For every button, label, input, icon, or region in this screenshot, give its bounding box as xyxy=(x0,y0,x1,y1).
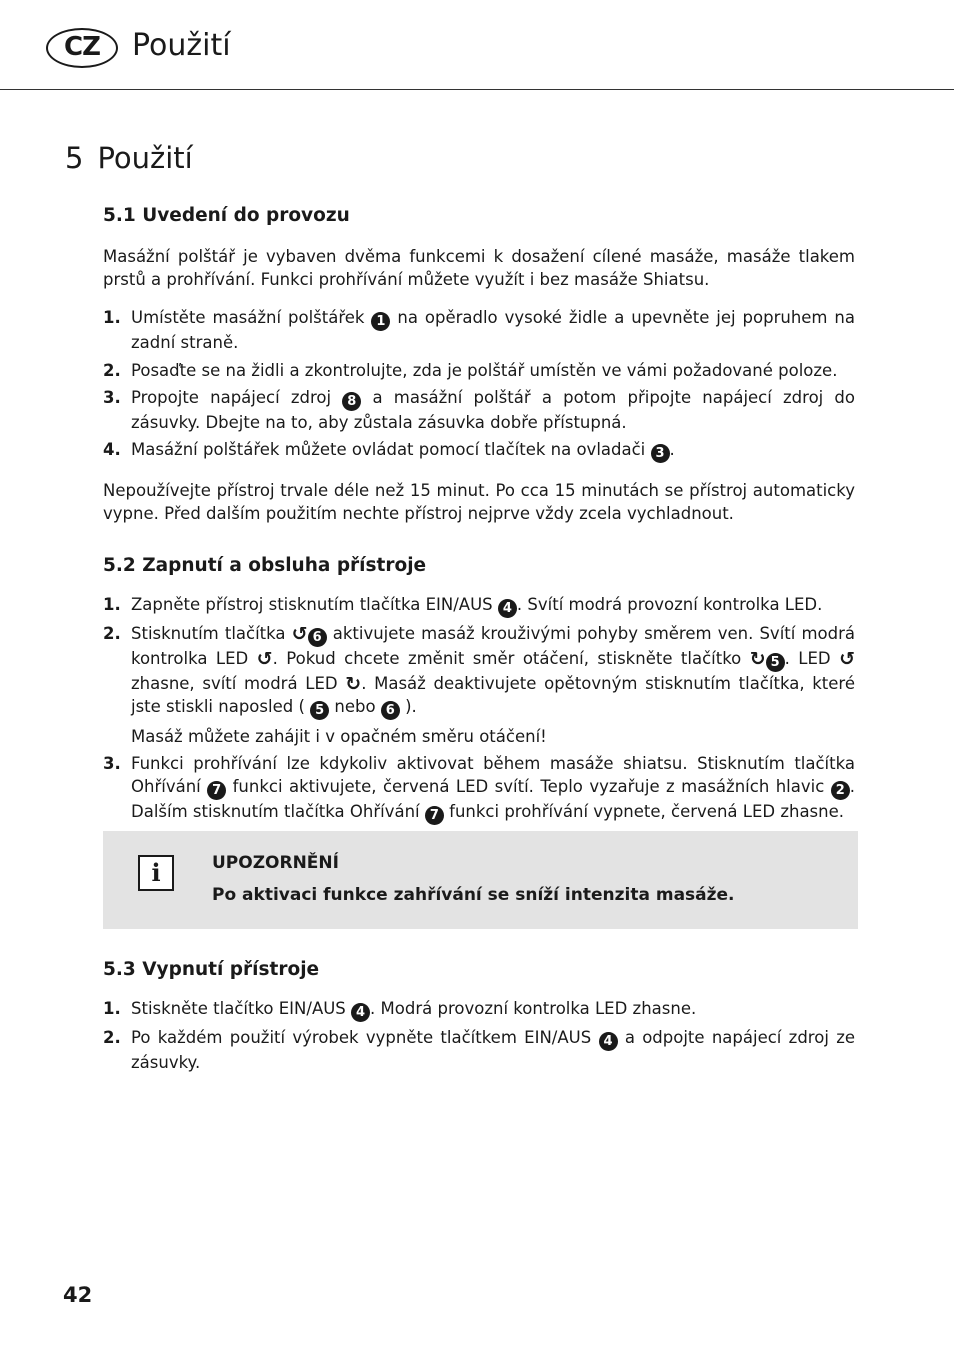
item-text: Masážní polštářek můžete ovládat pomocí tlačítek na ovladači xyxy=(131,440,646,459)
usage-note: Nepoužívejte přístroj trvale déle než 15 minut. Po cca 15 minutách se přístroj automaticky vypne. Před dalším použitím nechte přístroj nejprve vždy zcela vychladnout. xyxy=(103,481,855,523)
item-text: Propojte napájecí zdroj xyxy=(131,388,332,407)
page-number: 42 xyxy=(63,1283,93,1307)
reference-number-icon: 6 xyxy=(381,701,400,720)
item-text: na opěradlo vysoké židle a upevněte jej popruhem na zadní straně. xyxy=(131,308,855,352)
page-header xyxy=(0,0,954,90)
item-text: a masážní polštář a potom připojte napájecí zdroj do zásuvky. Dbejte na to, aby zůstala zásuvka dobře přístupná. xyxy=(131,388,855,432)
reference-number-icon: 4 xyxy=(351,1003,370,1022)
section-heading: 5.3 Vypnutí přístroje xyxy=(103,959,320,980)
rotate-counterclockwise-icon: ↺ xyxy=(839,648,855,670)
reference-number-icon: 3 xyxy=(651,444,670,463)
item-text: zhasne, svítí modrá LED xyxy=(131,674,338,693)
reference-number-icon: 1 xyxy=(371,312,390,331)
chapter-title xyxy=(65,138,193,178)
item-number: 1. xyxy=(103,999,121,1018)
item-text: Umístěte masážní polštářek xyxy=(131,308,365,327)
steps-list xyxy=(103,997,855,1074)
item-text: . Masáž deaktivujete opětovným stisknutím tlačítka, které jste stiskli naposled ( xyxy=(131,674,855,716)
header-title: Použití xyxy=(132,28,231,63)
section-5-3 xyxy=(103,957,855,1074)
item-text: . LED xyxy=(784,649,831,668)
reference-number-icon: 7 xyxy=(207,781,226,800)
chapter-title-text: Použití xyxy=(97,141,193,175)
item-text: . Dalším stisknutím tlačítka Ohřívání xyxy=(131,777,855,821)
item-text: Stisknutím tlačítka xyxy=(131,624,286,643)
section-5-2 xyxy=(103,553,855,825)
list-item xyxy=(103,359,855,382)
item-text: Stiskněte tlačítko EIN/AUS xyxy=(131,999,346,1018)
item-text: aktivujete masáž krouživými pohyby směrem ven. Svítí modrá kontrolka LED xyxy=(131,624,855,668)
section-heading: 5.2 Zapnutí a obsluha přístroje xyxy=(103,555,427,576)
list-item xyxy=(103,997,855,1022)
section-heading: 5.1 Uvedení do provozu xyxy=(103,205,350,226)
item-text: nebo xyxy=(334,697,376,716)
rotate-clockwise-icon: ↻ xyxy=(345,673,362,695)
rotate-counterclockwise-icon: ↺ xyxy=(291,623,308,645)
item-text: ). xyxy=(405,697,417,716)
item-number: 3. xyxy=(103,754,121,773)
list-item xyxy=(103,593,855,618)
reference-number-icon: 7 xyxy=(425,806,444,825)
reference-number-icon: 5 xyxy=(310,701,329,720)
item-text: . Svítí modrá provozní kontrolka LED. xyxy=(516,595,823,614)
language-badge: CZ xyxy=(46,28,118,68)
intro-paragraph: Masážní polštář je vybaven dvěma funkcemi k dosažení cílené masáže, masáže tlakem prstů a prohřívání. Funkci prohřívání můžete využít i bez masáže Shiatsu. xyxy=(103,247,855,289)
item-text: . Pokud chcete změnit směr otáčení, stiskněte tlačítko xyxy=(272,649,742,668)
reference-number-icon: 2 xyxy=(831,781,850,800)
notice-text: Po aktivaci funkce zahřívání se sníží intenzita masáže. xyxy=(212,885,735,905)
reference-number-icon: 5 xyxy=(766,653,785,672)
item-number: 1. xyxy=(103,308,121,327)
list-item xyxy=(103,438,855,463)
item-number: 3. xyxy=(103,388,121,407)
item-text: Po každém použití výrobek vypněte tlačítkem EIN/AUS xyxy=(131,1028,592,1047)
item-text: Posaďte se na židli a zkontrolujte, zda je polštář umístěn ve vámi požadované poloze. xyxy=(131,361,838,380)
section-5-1 xyxy=(103,203,855,525)
list-item xyxy=(103,622,855,748)
notice-title: UPOZORNĚNÍ xyxy=(212,853,339,873)
reference-number-icon: 6 xyxy=(308,628,327,647)
list-item xyxy=(103,386,855,434)
steps-list xyxy=(103,306,855,463)
item-number: 1. xyxy=(103,595,121,614)
item-text: Funkci prohřívání lze kdykoliv aktivovat během masáže shiatsu. Stisknutím tlačítka Ohřívání xyxy=(131,754,855,796)
reference-number-icon: 4 xyxy=(498,599,517,618)
item-number: 2. xyxy=(103,1028,121,1047)
rotate-counterclockwise-icon: ↺ xyxy=(256,648,273,670)
chapter-number: 5 xyxy=(65,141,84,175)
item-text: a odpojte napájecí zdroj ze zásuvky. xyxy=(131,1028,856,1072)
rotate-clockwise-icon: ↻ xyxy=(749,648,766,670)
reference-number-icon: 4 xyxy=(599,1032,618,1051)
notice-box xyxy=(103,831,858,929)
item-number: 2. xyxy=(103,624,121,643)
list-item xyxy=(103,1026,855,1074)
item-number: 4. xyxy=(103,440,121,459)
item-text: Zapněte přístroj stisknutím tlačítka EIN/AUS xyxy=(131,595,493,614)
list-item xyxy=(103,306,855,354)
item-number: 2. xyxy=(103,361,121,380)
item-text: funkci aktivujete, červená LED svítí. Teplo vyzařuje z masážních hlavic xyxy=(232,777,825,796)
steps-list xyxy=(103,593,855,825)
item-subnote: Masáž můžete zahájit i v opačném směru otáčení! xyxy=(131,727,547,746)
reference-number-icon: 8 xyxy=(342,392,361,411)
item-text: . Modrá provozní kontrolka LED zhasne. xyxy=(370,999,697,1018)
list-item xyxy=(103,752,855,825)
item-text: . xyxy=(669,440,675,459)
info-icon: i xyxy=(138,855,174,891)
item-text: funkci prohřívání vypnete, červená LED zhasne. xyxy=(449,802,845,821)
